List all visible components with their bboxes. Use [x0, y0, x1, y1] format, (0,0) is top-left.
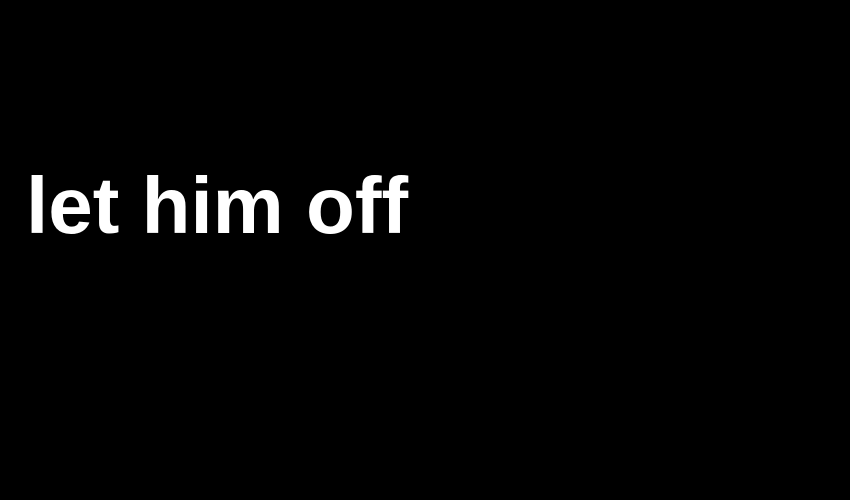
caption-text: let him off	[26, 161, 409, 250]
